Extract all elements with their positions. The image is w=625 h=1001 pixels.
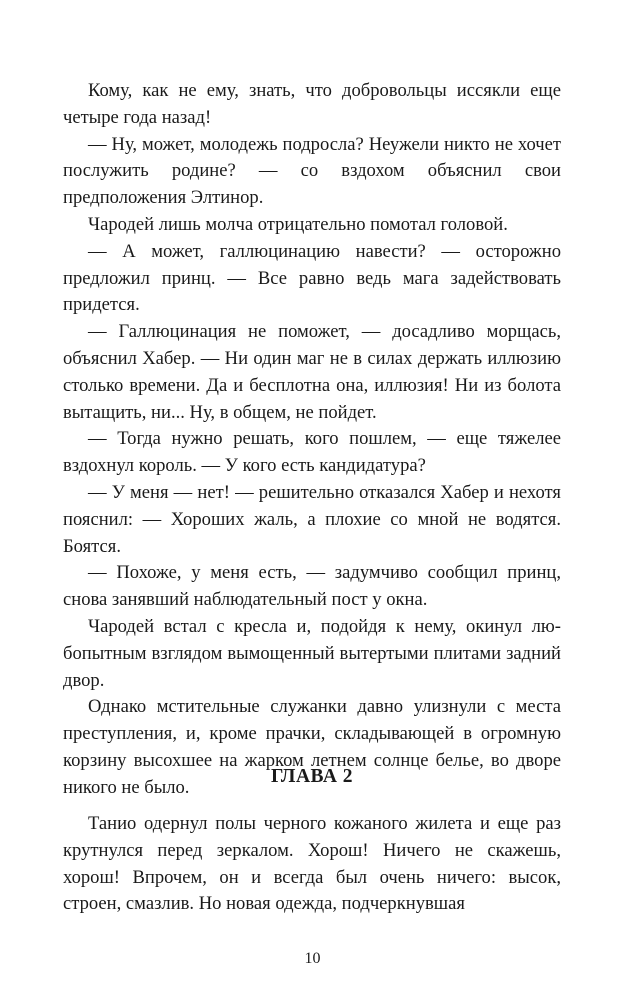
- chapter-heading: ГЛАВА 2: [270, 766, 354, 787]
- paragraph: — У меня — нет! — решительно отказался Хабер и нехотя пояснил: — Хороших жаль, а плохие со мной не водятся. Боятся.: [63, 481, 561, 557]
- paragraph: — А может, галлюцинацию навести? — осторожно предложил принц. — Все равно ведь мага задействовать придется.: [63, 240, 561, 316]
- paragraph: Чародей встал с кресла и, подойдя к нему, окинул любопытным взглядом вымощенный вытертыми плитами задний двор.: [63, 615, 561, 691]
- paragraph: — Галлюцинация не поможет, — досадливо морщась, объяснил Хабер. — Ни один маг не в силах держать иллюзию столько времени. Да и бесплотна она, иллюзия! Ни из болота вытащить, ни... Ну, в общем, не пойдет.: [63, 321, 561, 423]
- paragraph: — Похоже, у меня есть, — задумчиво сообщил принц, снова занявший наблюдательный пост у окна.: [63, 562, 561, 611]
- paragraph: Кому, как не ему, знать, что добровольцы иссякли еще четыре года назад!: [63, 80, 561, 128]
- paragraph: Танио одернул полы черного кожаного жилета и еще раз крутнулся перед зеркалом. Хорош! Ничего не скажешь, хорош! Впрочем, он и всегда был очень ничего: высок, строен, смазлив. Но новая одежда, подчеркнувшая: [63, 813, 561, 915]
- page-number: 10: [304, 950, 321, 967]
- paragraph: Чародей лишь молча отрицательно помотал головой.: [88, 213, 508, 235]
- chapter-body-text: [63, 811, 561, 918]
- paragraph: — Ну, может, молодежь подросла? Неужели никто не хочет послужить родине? — со вздохом объяснил свои предположения Элтинор.: [63, 133, 561, 209]
- paragraph: — Тогда нужно решать, кого пошлем, — еще тяжелее вздохнул король. — У кого есть кандидатура?: [63, 428, 561, 477]
- paragraph: Однако мстительные служанки давно улизнули с места преступления, и, кроме прачки, складывающей в огромную корзину высохшее на жарком летнем солнце белье, во дворе никого не было.: [63, 696, 561, 798]
- body-text: [63, 78, 561, 802]
